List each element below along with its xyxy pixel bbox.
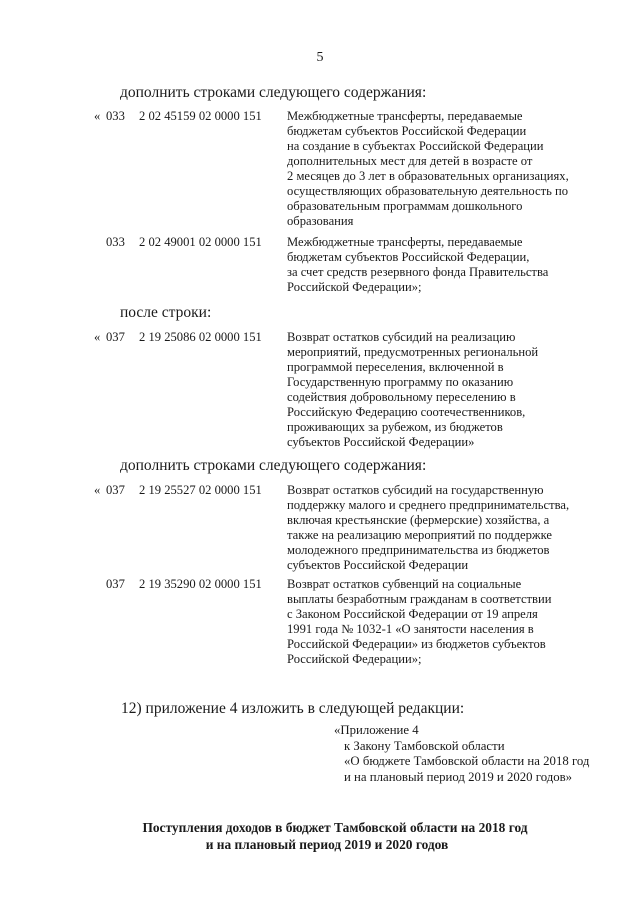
item-12-instruction: 12) приложение 4 изложить в следующей редакции:: [121, 700, 465, 717]
appendix-line: «О бюджете Тамбовской области на 2018 год: [344, 754, 590, 768]
income-code: 2 19 25086 02 0000 151: [139, 330, 262, 344]
document-title: [0, 819, 640, 853]
appendix-header: [334, 723, 589, 785]
section-heading-after-row: после строки:: [120, 304, 212, 321]
page-number: 5: [316, 50, 324, 65]
opening-quote: «: [94, 483, 101, 497]
admin-code: 037: [106, 483, 125, 497]
income-code: 2 19 35290 02 0000 151: [139, 577, 262, 591]
row-description: Возврат остатков субвенций на социальные выплаты безработным гражданам в соответствии с Законом Российской Федерации от 19 апреля 1991 года № 1032-1 «О занятости населения в Российской Федерации» из бюджетов субъектов Российской Федерации»;: [287, 577, 552, 666]
title-line: Поступления доходов в бюджет Тамбовской области на 2018 год: [142, 820, 528, 835]
opening-quote: «: [94, 109, 101, 123]
section-heading-add-rows: дополнить строками следующего содержания:: [120, 457, 427, 474]
admin-code: 033: [106, 235, 125, 249]
admin-code: 037: [106, 330, 125, 344]
income-code: 2 02 49001 02 0000 151: [139, 235, 262, 249]
title-line: и на плановый период 2019 и 2020 годов: [205, 837, 449, 852]
appendix-line: и на плановый период 2019 и 2020 годов»: [344, 769, 573, 784]
admin-code: 037: [106, 577, 125, 591]
appendix-line: к Закону Тамбовской области: [344, 738, 505, 753]
row-description: Межбюджетные трансферты, передаваемые бюджетам субъектов Российской Федерации, за счет средств резервного фонда Правительства Российской Федерации»;: [287, 235, 549, 294]
opening-quote: «: [94, 330, 101, 344]
admin-code: 033: [106, 109, 125, 123]
income-code: 2 19 25527 02 0000 151: [139, 483, 262, 497]
appendix-line: «Приложение 4: [334, 723, 419, 737]
row-description: Возврат остатков субсидий на реализацию мероприятий, предусмотренных региональной программой переселения, включенной в Государственную программу по оказанию содействия добровольному переселению в Российскую Федерацию соотечественников, проживающих за рубежом, из бюджетов субъектов Российской Федерации»: [287, 330, 539, 449]
section-heading-add-rows: дополнить строками следующего содержания:: [120, 84, 427, 101]
row-description: Возврат остатков субсидий на государственную поддержку малого и среднего предпринимательства, включая крестьянские (фермерские) хозяйства, а также на реализацию мероприятий по поддержке молодежного предпринимательства из бюджетов субъектов Российской Федерации: [287, 483, 570, 572]
income-code: 2 02 45159 02 0000 151: [139, 109, 262, 123]
row-description: Межбюджетные трансферты, передаваемые бюджетам субъектов Российской Федерации на создание в субъектах Российской Федерации дополнительных мест для детей в возрасте от 2 месяцев до 3 лет в образовательных организациях, осуществляющих образовательную деятельность по образовательным программам дошкольного образования: [287, 109, 569, 228]
